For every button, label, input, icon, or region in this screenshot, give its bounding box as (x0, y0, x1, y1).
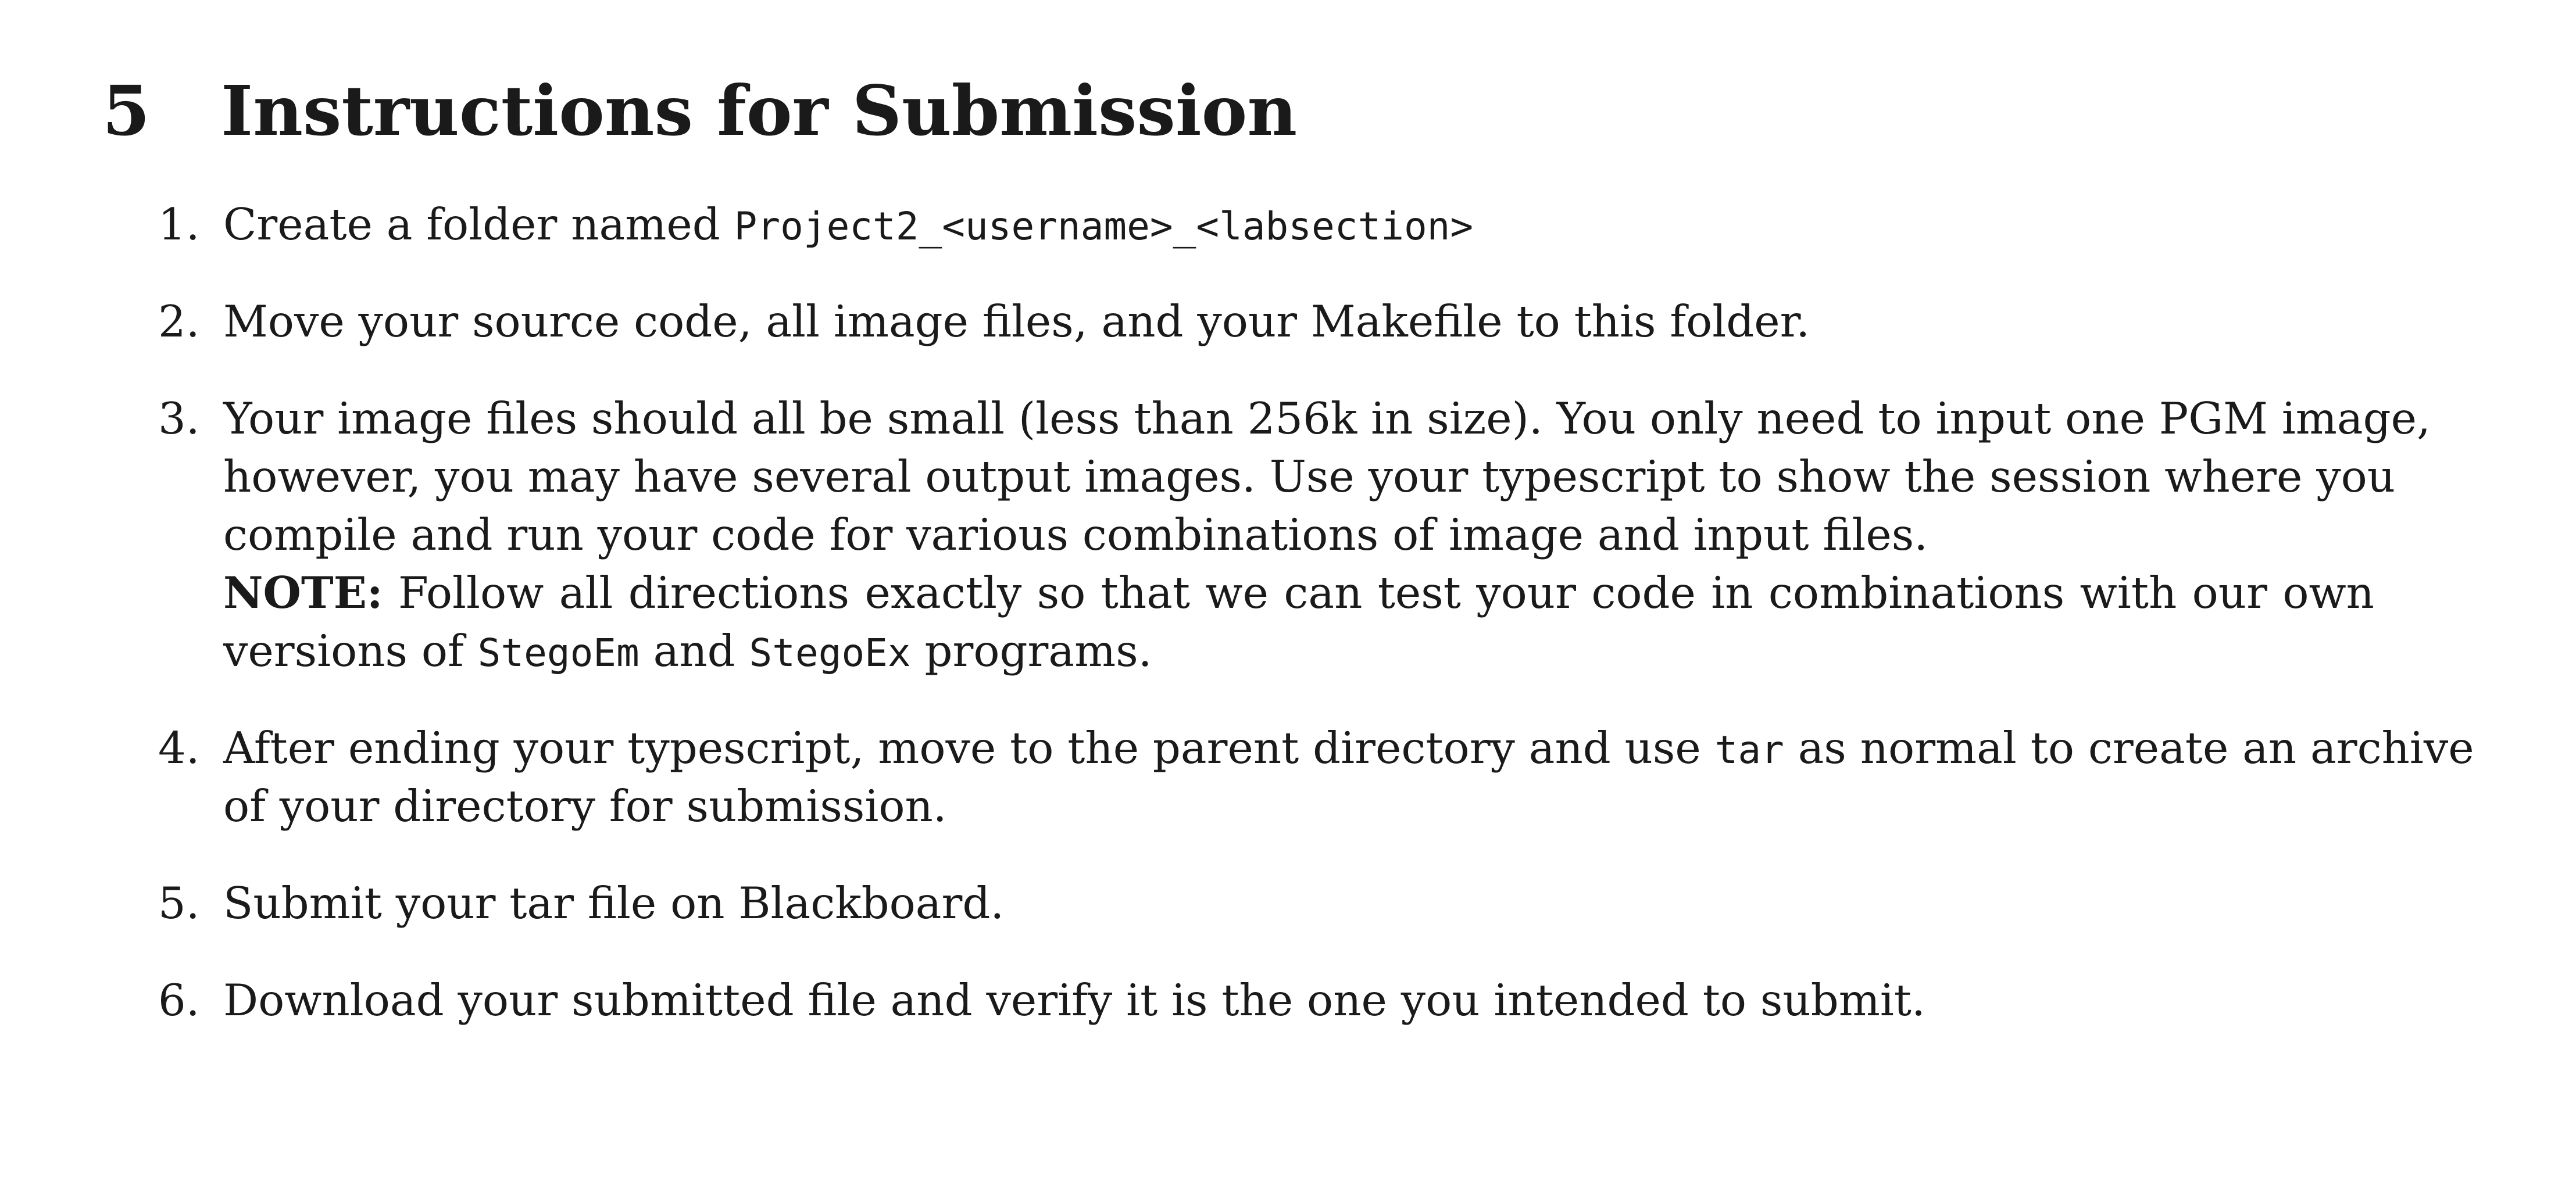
note-line (223, 564, 2374, 622)
note-label: NOTE: (223, 567, 383, 618)
folder-name-code: Project2_<username>_<labsection> (734, 204, 1474, 249)
list-item-text: Download your submitted file and verify it is the one you intended to submit. (223, 975, 1925, 1026)
list-item-line: of your directory for submission. (223, 780, 947, 832)
section-number: 5 (102, 70, 151, 151)
stegoex-code: StegoEx (749, 631, 911, 675)
note-text: Follow all directions exactly so that we can test your code in combinations with our own (383, 567, 2374, 618)
list-item-text: Submit your tar file on Blackboard. (223, 878, 1005, 929)
list-item-line: Your image files should all be small (less than 256k in size). You only need to input one PGM image, (223, 393, 2431, 444)
list-item-line: however, you may have several output images. Use your typescript to show the session where you (223, 451, 2396, 502)
list-item-text-part: After ending your typescript, move to the parent directory and use (223, 722, 1715, 774)
list-item-number: 4. (158, 722, 200, 774)
list-item-number: 5. (158, 878, 200, 929)
note-text: programs. (910, 625, 1152, 676)
section-heading (102, 67, 1297, 155)
list-item-text-part: as normal to create an archive (1784, 722, 2474, 774)
stegoem-code: StegoEm (477, 631, 639, 675)
list-item-text-part: Create a folder named (223, 199, 734, 250)
list-item-line (223, 719, 2474, 779)
tar-code: tar (1714, 728, 1784, 772)
list-item-number: 2. (158, 296, 200, 347)
list-item-number: 3. (158, 393, 200, 444)
list-item-number: 1. (158, 199, 200, 250)
note-text: versions of (223, 625, 478, 676)
section-title: Instructions for Submission (221, 70, 1298, 151)
note-line (223, 622, 2374, 682)
list-item-text: Move your source code, all image files, and your Makefile to this folder. (223, 296, 1810, 347)
list-item-line: compile and run your code for various combinations of image and input files. (223, 509, 1928, 560)
note-text: and (639, 625, 749, 676)
list-item-text (223, 195, 2374, 256)
list-item-number: 6. (158, 975, 200, 1026)
